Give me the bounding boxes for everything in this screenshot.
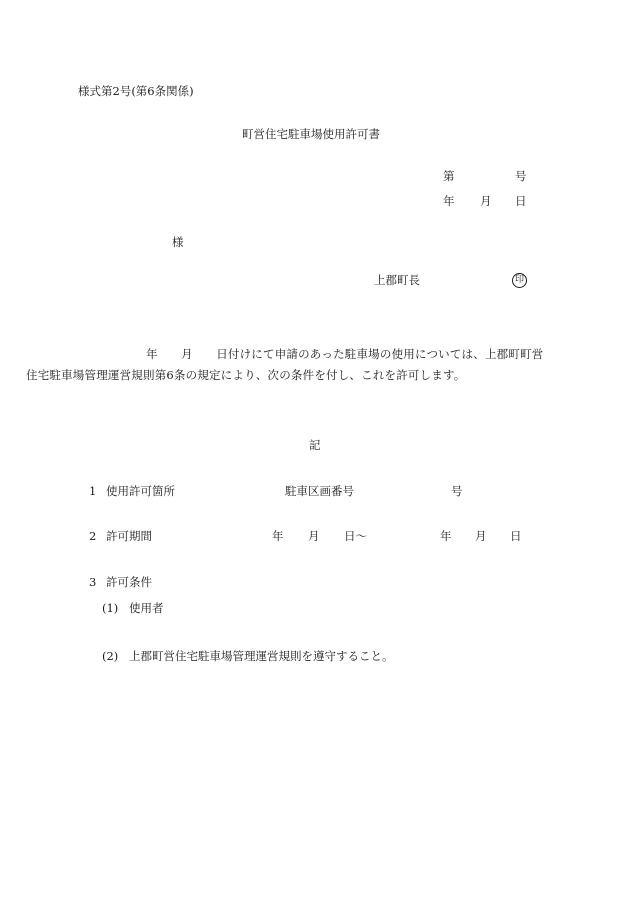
body-paragraph [26, 344, 548, 386]
condition-2-number: (2) [102, 649, 119, 663]
seal-stamp-icon [512, 273, 527, 288]
period-from-year: 年 [272, 529, 284, 543]
condition-1-number: (1) [102, 601, 119, 615]
note-heading: 記 [309, 438, 321, 452]
parking-space-label: 駐車区画番号 [285, 484, 354, 498]
issue-date-month: 月 [480, 194, 492, 208]
period-from-month: 月 [308, 529, 320, 543]
period-from-day: 日〜 [344, 529, 367, 543]
item-1-number: 1 [89, 484, 97, 498]
item-3-label: 許可条件 [106, 575, 152, 589]
issue-date-day: 日 [515, 194, 527, 208]
addressee-suffix: 様 [172, 235, 184, 249]
item-2-label: 許可期間 [106, 529, 152, 543]
body-line-1: 年 月 日付けにて申請のあった駐車場の使用については、上郡町町営 [146, 347, 544, 361]
issue-date-year: 年 [443, 194, 455, 208]
condition-2-text: 上郡町営住宅駐車場管理運営規則を遵守すること。 [129, 649, 394, 663]
body-line-2: 住宅駐車場管理運営規則第6条の規定により、次の条件を付し、これを許可します。 [26, 368, 466, 382]
doc-number-suffix: 号 [515, 169, 527, 183]
doc-number-prefix: 第 [443, 169, 455, 183]
form-number: 様式第2号(第6条関係) [78, 84, 194, 98]
document-title: 町営住宅駐車場使用許可書 [242, 127, 380, 141]
condition-1-text: 使用者 [129, 601, 164, 615]
item-3-number: 3 [89, 575, 97, 589]
period-to-month: 月 [475, 529, 487, 543]
period-to-day: 日 [510, 529, 522, 543]
parking-space-suffix: 号 [451, 484, 463, 498]
item-1-label: 使用許可箇所 [106, 484, 175, 498]
seal-label: 印 [514, 275, 524, 285]
item-2-number: 2 [89, 529, 97, 543]
period-to-year: 年 [440, 529, 452, 543]
issuer-name: 上郡町長 [374, 273, 420, 287]
